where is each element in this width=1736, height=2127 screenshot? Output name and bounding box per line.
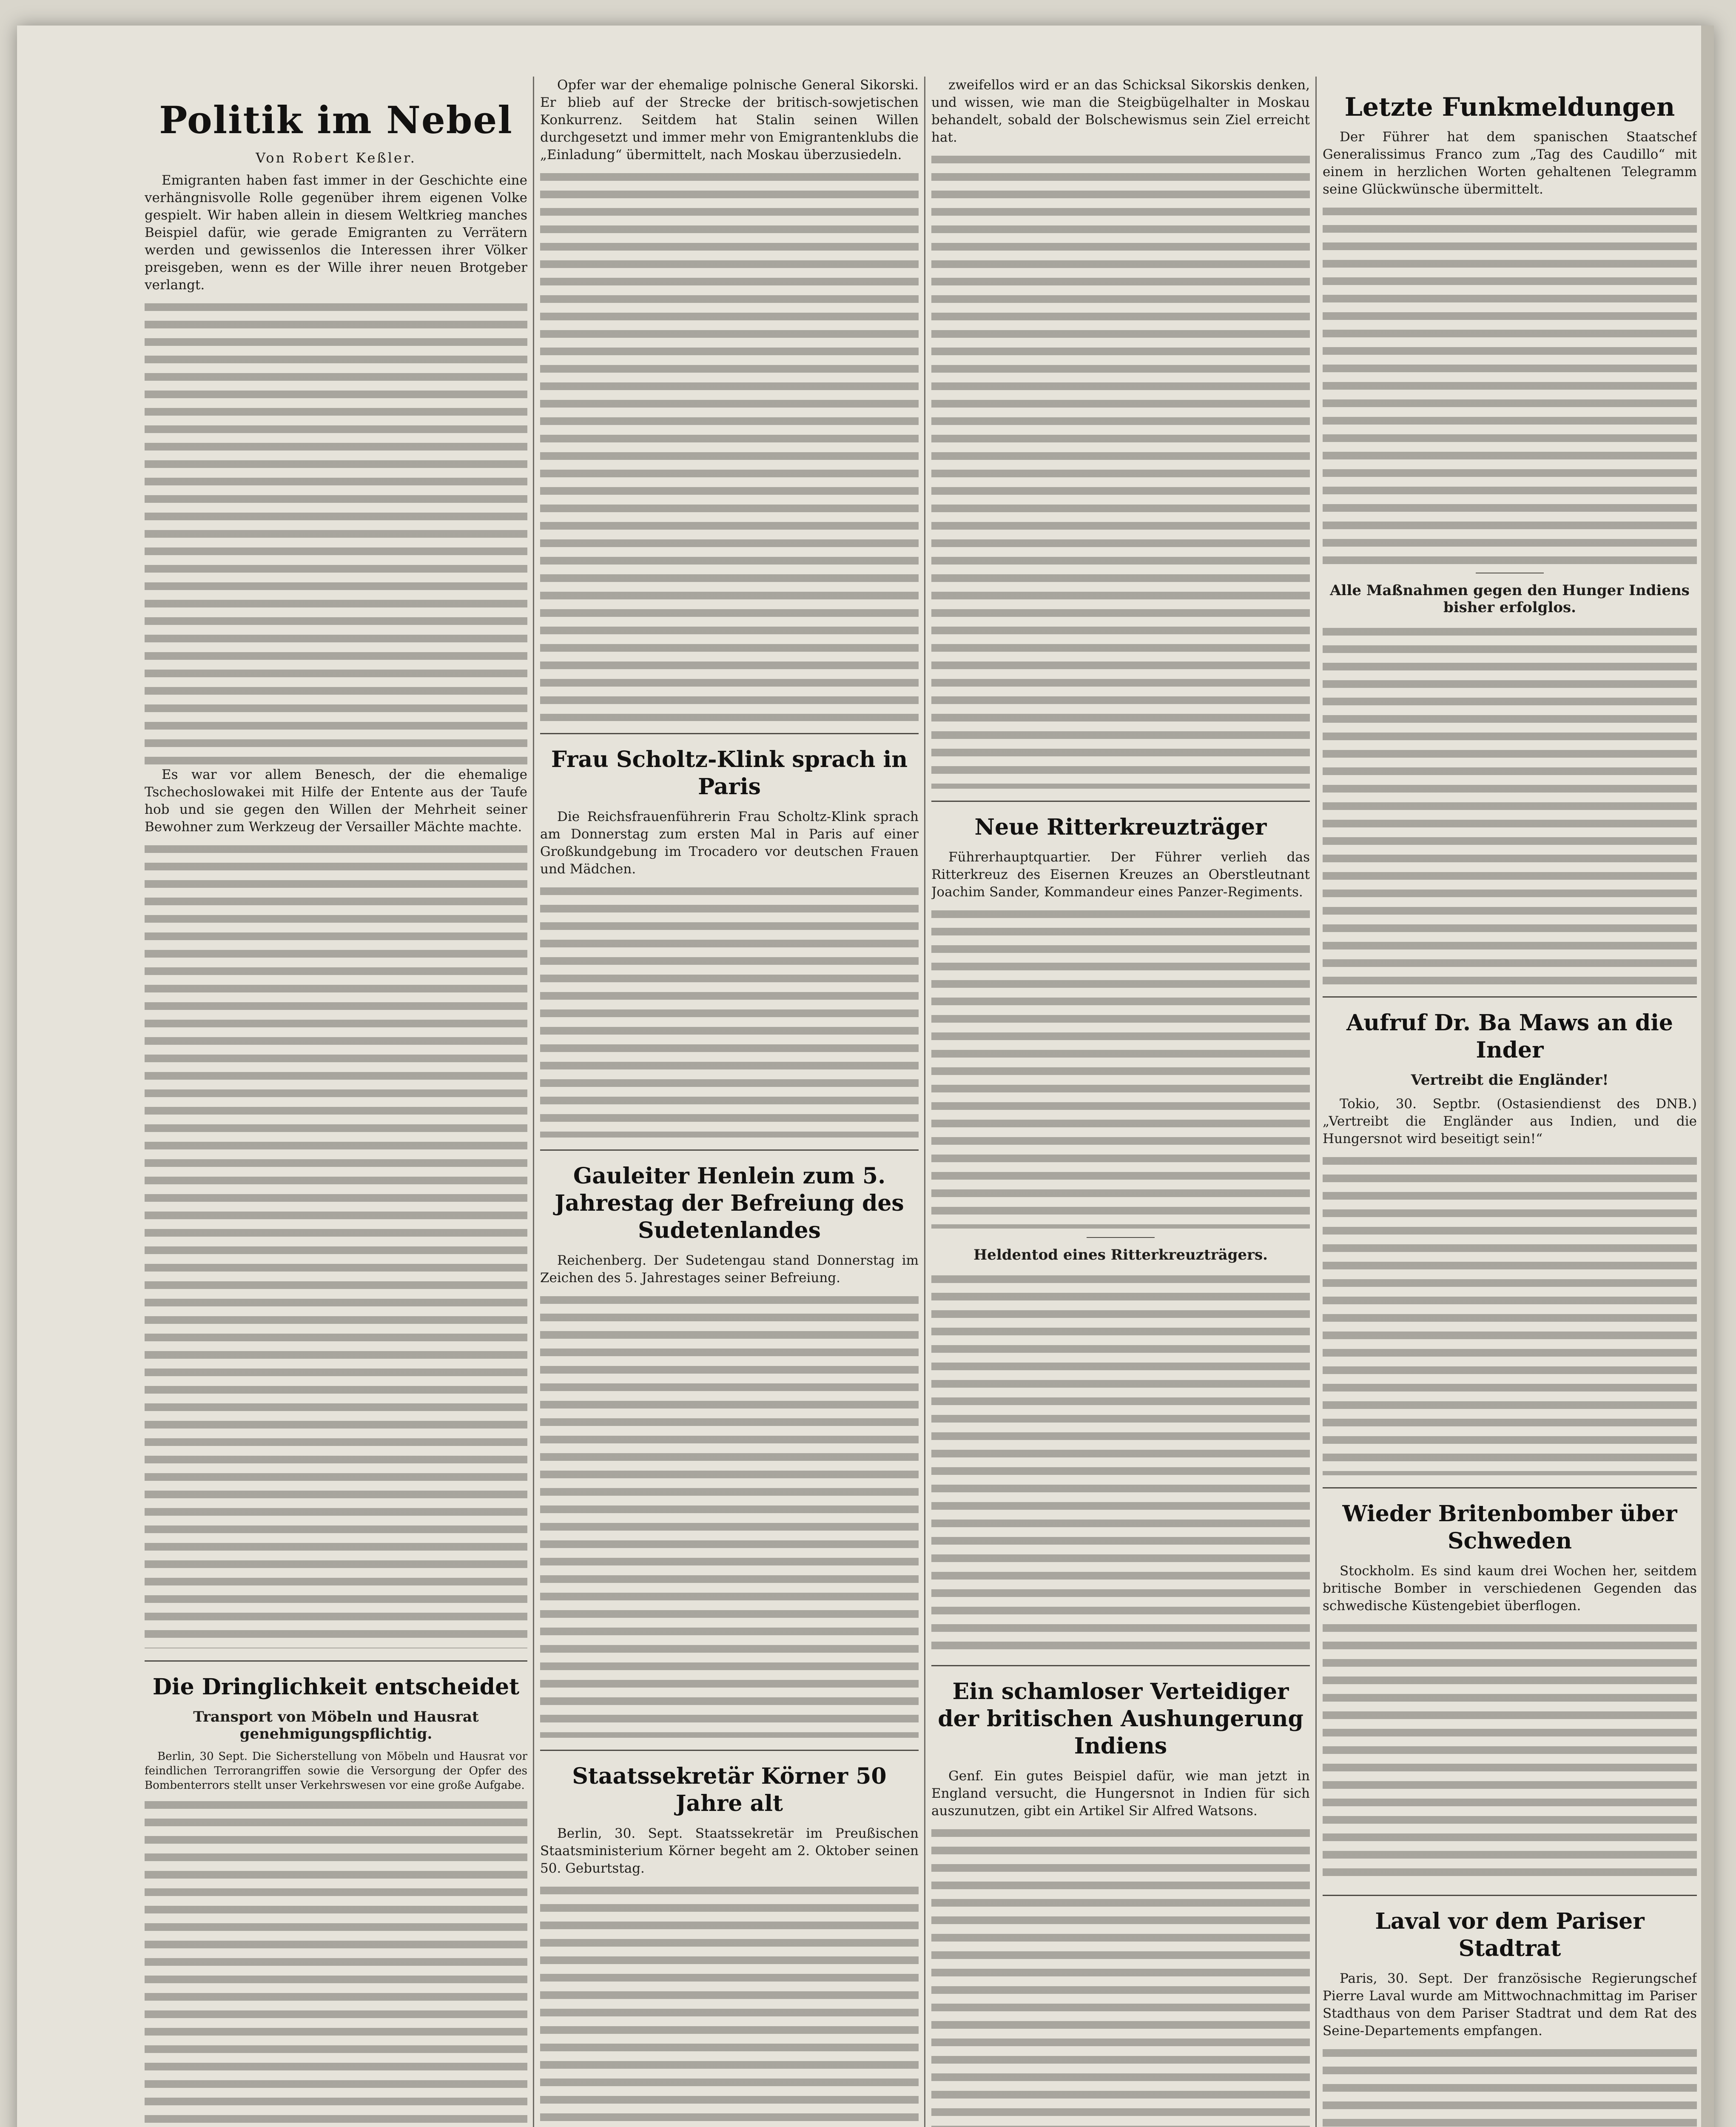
column-2 bbox=[540, 77, 919, 2127]
text-block bbox=[1323, 1619, 1697, 1883]
article-paragraph: Tokio, 30. Septbr. (Ostasiendienst des DNB.) „Vertreibt die Engländer aus Indien, und die Hungersnot wird beseitigt sein!“ bbox=[1323, 1096, 1697, 1146]
divider bbox=[1323, 1895, 1697, 1896]
article-subheading: Transport von Möbeln und Hausrat genehmigungspflichtig. bbox=[193, 1708, 479, 1742]
article-paragraph: zweifellos wird er an das Schicksal Sikorskis denken, und wissen, wie man die Steigbügelhalter in Moskau behandelt, sobald der Bolschewismus sein Ziel erreicht hat. bbox=[931, 77, 1310, 145]
text-block bbox=[145, 1796, 527, 2127]
headline: Politik im Nebel bbox=[159, 98, 513, 142]
text-block bbox=[931, 905, 1310, 1229]
divider bbox=[540, 1750, 919, 1751]
text-block bbox=[1323, 2044, 1697, 2127]
article-heading: Frau Scholtz-Klink sprach in Paris bbox=[551, 747, 908, 800]
article-paragraph: Es war vor allem Benesch, der die ehemalige Tschechoslowakei mit Hilfe der Entente aus der Taufe hob und sie gegen den Willen der Mehrheit seiner Bewohner zum Werkzeug der Versailler Mächte machte. bbox=[145, 767, 527, 835]
article-subheading: Heldentod eines Ritterkreuzträgers. bbox=[973, 1246, 1268, 1263]
text-block bbox=[540, 1882, 919, 2127]
divider bbox=[1323, 996, 1697, 998]
article-paragraph: Führerhauptquartier. Der Führer verlieh das Ritterkreuz des Eisernen Kreuzes an Oberstleutnant Joachim Sander, Kommandeur eines Panzer-Regiments. bbox=[931, 850, 1310, 900]
article-paragraph: Emigranten haben fast immer in der Geschichte eine verhängnisvolle Rolle gegenüber ihrem eigenen Volke gespielt. Wir haben allein in diesem Weltkrieg manches Beispiel dafür, wie gerade Emigranten zu Verrätern werden und gewissenlos die Interessen ihrer Völker preisgeben, wenn es der Wille ihrer neuen Brotgeber verlangt. bbox=[145, 173, 527, 293]
divider bbox=[1087, 1237, 1155, 1238]
divider bbox=[145, 1660, 527, 1662]
article-heading: Neue Ritterkreuzträger bbox=[974, 814, 1267, 840]
article-subheading: Alle Maßnahmen gegen den Hunger Indiens bisher erfolglos. bbox=[1330, 582, 1690, 616]
column-1 bbox=[145, 77, 527, 2127]
text-block bbox=[540, 1291, 919, 1738]
column-3 bbox=[931, 77, 1310, 2127]
text-block bbox=[931, 151, 1310, 789]
divider bbox=[931, 801, 1310, 802]
text-block bbox=[540, 168, 919, 721]
article-heading: Aufruf Dr. Ba Maws an die Inder bbox=[1346, 1010, 1673, 1063]
article-heading: Laval vor dem Pariser Stadtrat bbox=[1375, 1908, 1645, 1962]
byline: Von Robert Keßler. bbox=[256, 150, 416, 166]
article-heading: Staatssekretär Körner 50 Jahre alt bbox=[572, 1763, 887, 1816]
text-block bbox=[540, 882, 919, 1138]
article-heading: Letzte Funkmeldungen bbox=[1344, 92, 1675, 122]
column-rule bbox=[533, 77, 534, 2127]
article-heading: Die Dringlichkeit entscheidet bbox=[152, 1674, 520, 1700]
divider bbox=[540, 1149, 919, 1151]
column-rule bbox=[924, 77, 925, 2127]
text-block bbox=[1323, 1152, 1697, 1475]
newspaper-page bbox=[17, 26, 1714, 2127]
divider bbox=[540, 733, 919, 734]
article-paragraph: Berlin, 30 Sept. Die Sicherstellung von Möbeln und Hausrat vor feindlichen Terrorangriffen sowie die Versorgung der Opfer des Bombenterrors stellt unser Verkehrswesen vor eine große Aufgabe. bbox=[145, 1750, 527, 1792]
article-paragraph: Der Führer hat dem spanischen Staatschef Generalissimus Franco zum „Tag des Caudillo“ mit einem in herzlichen Worten gehaltenen Telegramm seine Glückwünsche übermittelt. bbox=[1323, 129, 1697, 197]
text-block bbox=[145, 298, 527, 766]
article-paragraph: Opfer war der ehemalige polnische General Sikorski. Er blieb auf der Strecke der britisch-sowjetischen Konkurrenz. Seitdem hat Stalin seinen Willen durchgesetzt und immer mehr von Emigrantenklubs die „Einladung“ übermittelt, nach Moskau überzusiedeln. bbox=[540, 77, 919, 163]
article-paragraph: Die Reichsfrauenführerin Frau Scholtz-Klink sprach am Donnerstag zum ersten Mal in Paris auf einer Großkundgebung im Trocadero vor deutschen Frauen und Mädchen. bbox=[540, 809, 919, 877]
article-heading: Ein schamloser Verteidiger der britischen Aushungerung Indiens bbox=[938, 1679, 1303, 1759]
text-block bbox=[1323, 202, 1697, 564]
text-block bbox=[145, 840, 527, 1648]
article-paragraph: Stockholm. Es sind kaum drei Wochen her, seitdem britische Bomber in verschiedenen Gegenden das schwedische Küstengebiet überflogen. bbox=[1323, 1563, 1697, 1614]
article-paragraph: Paris, 30. Sept. Der französische Regierungschef Pierre Laval wurde am Mittwochnachmittag im Pariser Stadthaus von dem Pariser Stadtrat und dem Rat des Seine-Departements empfangen. bbox=[1323, 1971, 1697, 2039]
article-paragraph: Reichenberg. Der Sudetengau stand Donnerstag im Zeichen des 5. Jahrestages seiner Befreiung. bbox=[540, 1253, 919, 1286]
column-rule bbox=[1315, 77, 1317, 2127]
article-heading: Wieder Britenbomber über Schweden bbox=[1342, 1501, 1677, 1554]
article-heading: Gauleiter Henlein zum 5. Jahrestag der Befreiung des Sudetenlandes bbox=[555, 1163, 904, 1243]
column-4 bbox=[1323, 77, 1697, 2127]
divider bbox=[931, 1665, 1310, 1666]
page-edge bbox=[1701, 26, 1714, 2127]
text-block bbox=[931, 1270, 1310, 1653]
article-subheading: Vertreibt die Engländer! bbox=[1411, 1072, 1609, 1089]
text-block bbox=[931, 1824, 1310, 2127]
article-paragraph: Genf. Ein gutes Beispiel dafür, wie man jetzt in England versucht, die Hungersnot in Indien für sich auszunutzen, gibt ein Artikel Sir Alfred Watsons. bbox=[931, 1768, 1310, 1819]
text-block bbox=[1323, 623, 1697, 984]
article-paragraph: Berlin, 30. Sept. Staatssekretär im Preußischen Staatsministerium Körner begeht am 2. Oktober seinen 50. Geburtstag. bbox=[540, 1826, 919, 1876]
divider bbox=[1323, 1487, 1697, 1488]
